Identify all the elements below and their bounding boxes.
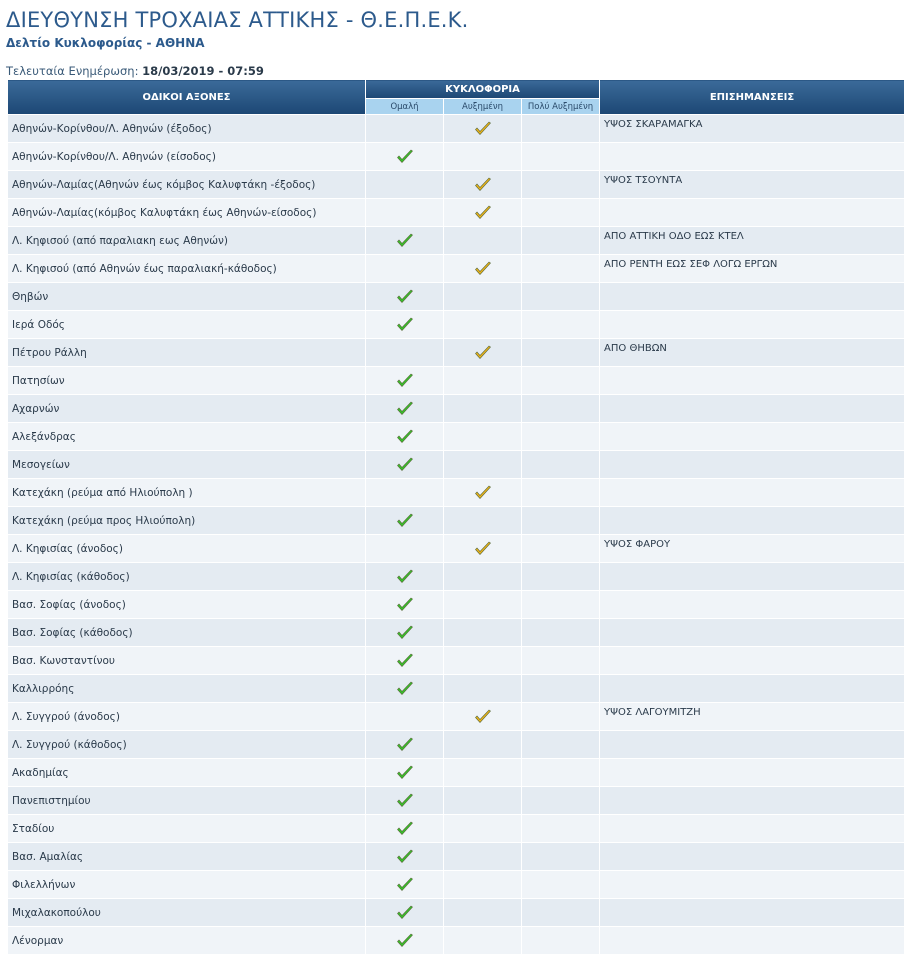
- road-name: Λ. Κηφισίας (κάθοδος): [8, 563, 366, 591]
- traffic-level-cell: [444, 423, 522, 451]
- column-header-normal: Ομαλή: [366, 99, 444, 115]
- traffic-level-cell: [366, 507, 444, 535]
- table-row: [8, 255, 904, 283]
- traffic-level-cell: [444, 507, 522, 535]
- green-check-icon: [396, 933, 414, 949]
- table-row: [8, 843, 904, 871]
- table-row: [8, 283, 904, 311]
- traffic-level-cell: [444, 395, 522, 423]
- traffic-level-cell: [522, 815, 600, 843]
- traffic-level-cell: [522, 339, 600, 367]
- traffic-level-cell: [522, 115, 600, 143]
- traffic-note: [600, 787, 904, 815]
- traffic-level-cell: [522, 675, 600, 703]
- traffic-note: ΥΨΟΣ ΤΣΟΥΝΤΑ: [600, 171, 904, 199]
- road-name: Βασ. Αμαλίας: [8, 843, 366, 871]
- last-updated-value: 18/03/2019 - 07:59: [142, 64, 264, 78]
- road-name: Μεσογείων: [8, 451, 366, 479]
- traffic-level-cell: [366, 479, 444, 507]
- last-updated-label: Τελευταία Ενημέρωση:: [6, 64, 138, 78]
- green-check-icon: [396, 793, 414, 809]
- traffic-level-cell: [366, 843, 444, 871]
- green-check-icon: [396, 849, 414, 865]
- traffic-level-cell: [366, 591, 444, 619]
- traffic-level-cell: [522, 647, 600, 675]
- traffic-level-cell: [444, 843, 522, 871]
- traffic-level-cell: [522, 759, 600, 787]
- traffic-level-cell: [444, 591, 522, 619]
- yellow-check-icon: [474, 205, 492, 221]
- traffic-level-cell: [366, 899, 444, 927]
- road-name: Λ. Κηφισού (από Αθηνών έως παραλιακή-κάθοδος): [8, 255, 366, 283]
- yellow-check-icon: [474, 541, 492, 557]
- traffic-level-cell: [444, 199, 522, 227]
- traffic-note: [600, 451, 904, 479]
- traffic-level-cell: [522, 563, 600, 591]
- green-check-icon: [396, 821, 414, 837]
- traffic-level-cell: [522, 591, 600, 619]
- table-row: [8, 871, 904, 899]
- traffic-level-cell: [444, 451, 522, 479]
- traffic-note: ΑΠΟ ΑΤΤΙΚΗ ΟΔΟ ΕΩΣ ΚΤΕΛ: [600, 227, 904, 255]
- green-check-icon: [396, 681, 414, 697]
- traffic-level-cell: [366, 787, 444, 815]
- traffic-note: ΥΨΟΣ ΛΑΓΟΥΜΙΤΖΗ: [600, 703, 904, 731]
- road-name: Φιλελλήνων: [8, 871, 366, 899]
- traffic-level-cell: [366, 535, 444, 563]
- traffic-table: [7, 79, 904, 955]
- traffic-level-cell: [444, 227, 522, 255]
- green-check-icon: [396, 429, 414, 445]
- traffic-level-cell: [522, 535, 600, 563]
- road-name: Λένορμαν: [8, 927, 366, 955]
- table-row: [8, 927, 904, 955]
- green-check-icon: [396, 737, 414, 753]
- column-header-traffic: ΚΥΚΛΟΦΟΡΙΑ: [366, 80, 600, 99]
- page-subtitle: Δελτίο Κυκλοφορίας - ΑΘΗΝΑ: [6, 36, 205, 50]
- table-row: [8, 815, 904, 843]
- traffic-level-cell: [366, 115, 444, 143]
- traffic-level-cell: [366, 675, 444, 703]
- table-row: [8, 787, 904, 815]
- road-name: Βασ. Κωνσταντίνου: [8, 647, 366, 675]
- yellow-check-icon: [474, 177, 492, 193]
- green-check-icon: [396, 289, 414, 305]
- traffic-level-cell: [366, 423, 444, 451]
- green-check-icon: [396, 877, 414, 893]
- traffic-note: [600, 395, 904, 423]
- green-check-icon: [396, 905, 414, 921]
- traffic-level-cell: [522, 703, 600, 731]
- table-row: [8, 535, 904, 563]
- road-name: Θηβών: [8, 283, 366, 311]
- traffic-level-cell: [522, 311, 600, 339]
- road-name: Ακαδημίας: [8, 759, 366, 787]
- traffic-level-cell: [366, 255, 444, 283]
- traffic-level-cell: [522, 283, 600, 311]
- traffic-note: ΑΠΟ ΘΗΒΩΝ: [600, 339, 904, 367]
- traffic-level-cell: [366, 339, 444, 367]
- table-row: [8, 143, 904, 171]
- green-check-icon: [396, 149, 414, 165]
- traffic-level-cell: [366, 563, 444, 591]
- traffic-level-cell: [444, 479, 522, 507]
- green-check-icon: [396, 513, 414, 529]
- table-row: [8, 731, 904, 759]
- traffic-note: [600, 311, 904, 339]
- road-name: Αλεξάνδρας: [8, 423, 366, 451]
- traffic-note: [600, 647, 904, 675]
- traffic-note: [600, 619, 904, 647]
- table-row: [8, 227, 904, 255]
- traffic-level-cell: [444, 703, 522, 731]
- traffic-level-cell: [444, 115, 522, 143]
- table-row: [8, 507, 904, 535]
- traffic-note: [600, 283, 904, 311]
- traffic-level-cell: [522, 451, 600, 479]
- road-name: Μιχαλακοπούλου: [8, 899, 366, 927]
- road-name: Αθηνών-Λαμίας(Αθηνών έως κόμβος Καλυφτάκη -έξοδος): [8, 171, 366, 199]
- column-header-notes: ΕΠΙΣΗΜΑΝΣΕΙΣ: [600, 80, 904, 115]
- road-name: Πατησίων: [8, 367, 366, 395]
- road-name: Σταδίου: [8, 815, 366, 843]
- table-row: [8, 423, 904, 451]
- table-row: [8, 675, 904, 703]
- road-name: Πανεπιστημίου: [8, 787, 366, 815]
- table-row: [8, 563, 904, 591]
- road-name: Λ. Συγγρού (κάθοδος): [8, 731, 366, 759]
- green-check-icon: [396, 653, 414, 669]
- traffic-level-cell: [444, 731, 522, 759]
- traffic-level-cell: [366, 283, 444, 311]
- traffic-level-cell: [522, 423, 600, 451]
- road-name: Βασ. Σοφίας (άνοδος): [8, 591, 366, 619]
- road-name: Λ. Συγγρού (άνοδος): [8, 703, 366, 731]
- traffic-level-cell: [522, 619, 600, 647]
- green-check-icon: [396, 765, 414, 781]
- traffic-level-cell: [522, 395, 600, 423]
- traffic-level-cell: [522, 143, 600, 171]
- road-name: Κατεχάκη (ρεύμα από Ηλιούπολη ): [8, 479, 366, 507]
- table-row: [8, 619, 904, 647]
- table-row: [8, 647, 904, 675]
- road-name: Βασ. Σοφίας (κάθοδος): [8, 619, 366, 647]
- traffic-level-cell: [366, 227, 444, 255]
- table-row: [8, 759, 904, 787]
- last-updated: [6, 64, 264, 78]
- green-check-icon: [396, 625, 414, 641]
- traffic-note: [600, 759, 904, 787]
- traffic-level-cell: [522, 507, 600, 535]
- traffic-level-cell: [366, 451, 444, 479]
- traffic-level-cell: [522, 871, 600, 899]
- traffic-level-cell: [366, 395, 444, 423]
- traffic-note: [600, 479, 904, 507]
- traffic-note: [600, 143, 904, 171]
- green-check-icon: [396, 233, 414, 249]
- traffic-level-cell: [444, 563, 522, 591]
- table-row: [8, 115, 904, 143]
- traffic-level-cell: [522, 927, 600, 955]
- table-row: [8, 367, 904, 395]
- road-name: Κατεχάκη (ρεύμα προς Ηλιούπολη): [8, 507, 366, 535]
- traffic-level-cell: [522, 479, 600, 507]
- table-row: [8, 899, 904, 927]
- traffic-level-cell: [366, 367, 444, 395]
- column-header-increased: Αυξημένη: [444, 99, 522, 115]
- table-row: [8, 171, 904, 199]
- traffic-level-cell: [366, 871, 444, 899]
- traffic-level-cell: [444, 367, 522, 395]
- table-row: [8, 451, 904, 479]
- traffic-level-cell: [522, 367, 600, 395]
- traffic-note: [600, 507, 904, 535]
- traffic-level-cell: [366, 815, 444, 843]
- traffic-level-cell: [444, 339, 522, 367]
- traffic-level-cell: [366, 927, 444, 955]
- traffic-note: [600, 871, 904, 899]
- traffic-level-cell: [366, 703, 444, 731]
- traffic-level-cell: [444, 619, 522, 647]
- traffic-level-cell: [366, 647, 444, 675]
- traffic-note: ΥΨΟΣ ΣΚΑΡΑΜΑΓΚΑ: [600, 115, 904, 143]
- yellow-check-icon: [474, 261, 492, 277]
- column-header-very-increased: Πολύ Αυξημένη: [522, 99, 600, 115]
- traffic-note: [600, 815, 904, 843]
- road-name: Αθηνών-Κορίνθου/Λ. Αθηνών (είσοδος): [8, 143, 366, 171]
- road-name: Καλλιρρόης: [8, 675, 366, 703]
- traffic-note: [600, 927, 904, 955]
- traffic-level-cell: [444, 171, 522, 199]
- traffic-level-cell: [444, 871, 522, 899]
- road-name: Αθηνών-Κορίνθου/Λ. Αθηνών (έξοδος): [8, 115, 366, 143]
- traffic-level-cell: [522, 843, 600, 871]
- table-row: [8, 311, 904, 339]
- table-row: [8, 199, 904, 227]
- traffic-level-cell: [444, 283, 522, 311]
- traffic-level-cell: [522, 731, 600, 759]
- traffic-note: ΥΨΟΣ ΦΑΡΟΥ: [600, 535, 904, 563]
- yellow-check-icon: [474, 121, 492, 137]
- traffic-level-cell: [444, 647, 522, 675]
- yellow-check-icon: [474, 709, 492, 725]
- traffic-level-cell: [444, 675, 522, 703]
- traffic-level-cell: [366, 311, 444, 339]
- traffic-level-cell: [366, 199, 444, 227]
- traffic-level-cell: [522, 199, 600, 227]
- traffic-level-cell: [444, 255, 522, 283]
- traffic-level-cell: [522, 227, 600, 255]
- traffic-level-cell: [444, 815, 522, 843]
- traffic-level-cell: [366, 619, 444, 647]
- traffic-level-cell: [522, 255, 600, 283]
- road-name: Λ. Κηφισού (από παραλιακη εως Αθηνών): [8, 227, 366, 255]
- traffic-note: [600, 843, 904, 871]
- traffic-note: [600, 591, 904, 619]
- traffic-level-cell: [366, 171, 444, 199]
- table-row: [8, 479, 904, 507]
- table-row: [8, 591, 904, 619]
- traffic-level-cell: [444, 311, 522, 339]
- traffic-level-cell: [366, 731, 444, 759]
- traffic-note: [600, 563, 904, 591]
- traffic-note: [600, 367, 904, 395]
- traffic-level-cell: [444, 787, 522, 815]
- table-row: [8, 395, 904, 423]
- green-check-icon: [396, 401, 414, 417]
- traffic-note: [600, 675, 904, 703]
- green-check-icon: [396, 317, 414, 333]
- traffic-level-cell: [522, 787, 600, 815]
- road-name: Αχαρνών: [8, 395, 366, 423]
- traffic-level-cell: [366, 143, 444, 171]
- traffic-level-cell: [444, 535, 522, 563]
- traffic-note: [600, 199, 904, 227]
- road-name: Πέτρου Ράλλη: [8, 339, 366, 367]
- column-header-roads: ΟΔΙΚΟΙ ΑΞΟΝΕΣ: [8, 80, 366, 115]
- road-name: Αθηνών-Λαμίας(κόμβος Καλυφτάκη έως Αθηνών-είσοδος): [8, 199, 366, 227]
- green-check-icon: [396, 597, 414, 613]
- green-check-icon: [396, 457, 414, 473]
- page-title: ΔΙΕΥΘΥΝΣΗ ΤΡΟΧΑΙΑΣ ΑΤΤΙΚΗΣ - Θ.Ε.Π.Ε.Κ.: [6, 8, 469, 32]
- traffic-level-cell: [444, 899, 522, 927]
- table-row: [8, 339, 904, 367]
- traffic-level-cell: [444, 759, 522, 787]
- traffic-level-cell: [444, 927, 522, 955]
- traffic-note: [600, 423, 904, 451]
- table-row: [8, 703, 904, 731]
- traffic-level-cell: [366, 759, 444, 787]
- green-check-icon: [396, 569, 414, 585]
- traffic-level-cell: [444, 143, 522, 171]
- green-check-icon: [396, 373, 414, 389]
- traffic-level-cell: [522, 899, 600, 927]
- road-name: Ιερά Οδός: [8, 311, 366, 339]
- yellow-check-icon: [474, 485, 492, 501]
- traffic-note: [600, 731, 904, 759]
- traffic-note: ΑΠΟ ΡΕΝΤΗ ΕΩΣ ΣΕΦ ΛΟΓΩ ΕΡΓΩΝ: [600, 255, 904, 283]
- yellow-check-icon: [474, 345, 492, 361]
- road-name: Λ. Κηφισίας (άνοδος): [8, 535, 366, 563]
- traffic-note: [600, 899, 904, 927]
- traffic-level-cell: [522, 171, 600, 199]
